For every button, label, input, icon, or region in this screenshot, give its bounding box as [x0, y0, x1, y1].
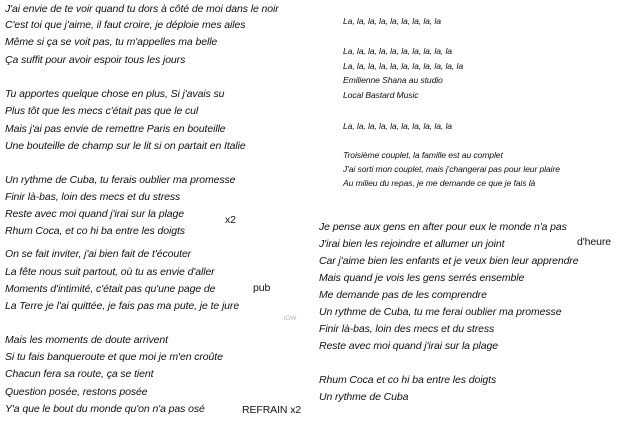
lyric-line: La, la, la, la, la, la, la, la, la, la	[343, 46, 452, 56]
lyric-line: On se fait inviter, j'ai bien fait de t'écouter	[5, 248, 192, 260]
lyric-line: Je pense aux gens en after pour eux le monde n'a pas	[319, 221, 567, 233]
lyric-line: Un rythme de Cuba, tu ferais oublier ma promesse	[5, 174, 236, 186]
lyric-line: Une bouteille de champ sur le lit si on partait en Italie	[5, 140, 246, 152]
lyric-line: Mais les moments de doute arrivent	[5, 334, 168, 346]
lyric-line: Emilienne Shana au studio	[343, 75, 443, 85]
lyric-line: C'est toi que j'aime, il faut croire, je déploie mes ailes	[5, 19, 246, 31]
lyric-line: Y'a que le bout du monde qu'on n'a pas osé	[5, 403, 205, 415]
lyric-line: Un rythme de Cuba	[319, 391, 409, 403]
lyric-line: La, la, la, la, la, la, la, la, la, la	[343, 121, 452, 131]
lyric-line: Moments d'intimité, c'était pas qu'une page de	[5, 283, 216, 295]
refrain-mark: REFRAIN x2	[242, 404, 302, 416]
lyric-line: Tu apportes quelque chose en plus, Si j'avais su	[5, 88, 225, 100]
lyric-line: Me demande pas de les comprendre	[319, 289, 487, 301]
watermark: lOW	[284, 315, 297, 322]
lyric-fragment: d'heure	[577, 236, 611, 248]
lyric-line: La fête nous suit partout, où tu as envie d'aller	[5, 266, 215, 278]
lyric-line: Même si ça se voit pas, tu m'appelles ma belle	[5, 36, 218, 48]
lyric-line: Un rythme de Cuba, tu me ferai oublier ma promesse	[319, 306, 562, 318]
lyric-line: Finir là-bas, loin des mecs et du stress	[5, 191, 181, 203]
lyric-line: Local Bastard Music	[343, 90, 419, 100]
lyric-line: Rhum Coca, et co hi ba entre les doigts	[5, 225, 185, 237]
lyric-line: Au milieu du repas, je me demande ce que je fais là	[343, 178, 536, 188]
lyric-line: Question posée, restons posée	[5, 386, 148, 398]
lyric-line: Reste avec moi quand j'irai sur la plage	[5, 208, 184, 220]
lyric-line: Plus tôt que les mecs c'était pas que le cul	[5, 105, 199, 117]
lyric-line: Car j'aime bien les enfants et je veux bien leur apprendre	[319, 255, 579, 267]
lyric-line: La, la, la, la, la, la, la, la, la	[343, 16, 441, 26]
lyric-line: Rhum Coca et co hi ba entre les doigts	[319, 374, 497, 386]
lyric-line: Chacun fera sa route, ça se tient	[5, 368, 154, 380]
repeat-mark: x2	[225, 214, 236, 226]
lyric-line: J'ai sorti mon couplet, mais j'changerai pas pour leur plaire	[343, 164, 560, 174]
lyric-line: Reste avec moi quand j'irai sur la plage	[319, 340, 498, 352]
lyric-line: Troisième couplet, la famille est au complet	[343, 150, 503, 160]
lyric-line: Mais j'ai pas envie de remettre Paris en bouteille	[5, 123, 226, 135]
lyric-line: J'ai envie de te voir quand tu dors à côté de moi dans le noir	[5, 3, 279, 15]
lyric-line: J'irai bien les rejoindre et allumer un joint	[319, 238, 505, 250]
lyric-line: Mais quand je vois les gens serrés ensemble	[319, 272, 525, 284]
lyric-line: La Terre je l'ai quittée, je fais pas ma pute, je te jure	[5, 300, 240, 312]
lyric-line: Si tu fais banqueroute et que moi je m'en croûte	[5, 351, 223, 363]
lyric-line: La, la, la, la, la, la, la, la, la, la, la	[343, 61, 463, 71]
lyric-line: Ça suffit pour avoir espoir tous les jours	[5, 54, 186, 66]
pub-label: pub	[253, 282, 271, 294]
lyric-line: Finir là-bas, loin des mecs et du stress	[319, 323, 495, 335]
